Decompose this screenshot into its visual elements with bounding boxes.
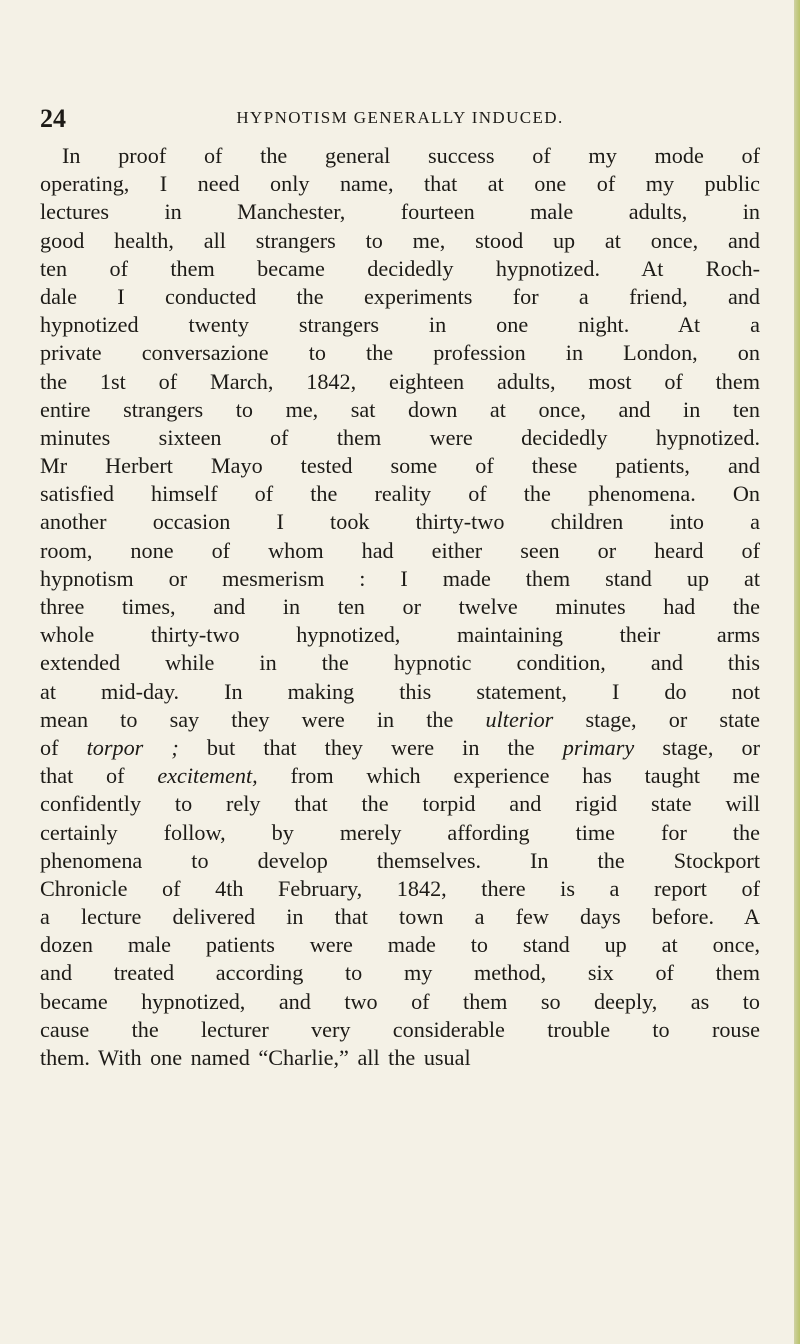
italic-term: primary (562, 734, 635, 760)
text-run: stage, or state (585, 706, 761, 732)
text-line: In proof of the general success of my mode of (62, 143, 760, 168)
italic-term: torpor ; (86, 734, 179, 760)
text-run: mean to say they were in the (40, 706, 454, 732)
text-run: but that they were in the (206, 734, 535, 760)
text-line: room, none of whom had either seen or heard of (40, 537, 760, 563)
text-line: dozen male patients were made to stand up at once, (40, 932, 760, 958)
text-run: that of (40, 763, 125, 789)
text-line: three times, and in ten or twelve minutes had the (40, 594, 760, 619)
text-line: phenomena to develop themselves. In the Stockport (40, 847, 760, 873)
text-line: good health, all strangers to me, stood up at once, and (40, 227, 760, 253)
text-line: Mr Herbert Mayo tested some of these patients, and (40, 453, 760, 479)
text-line: satisfied himself of the reality of the phenomena. On (40, 481, 760, 507)
text-line (40, 734, 760, 762)
text-line: lectures in Manchester, fourteen male adults, in (40, 199, 760, 225)
text-line: whole thirty-two hypnotized, maintaining their arms (40, 622, 760, 648)
text-line: cause the lecturer very considerable trouble to rouse (40, 1016, 760, 1042)
text-line: them. With one named “Charlie,” all the usual (40, 1045, 471, 1070)
text-line: dale I conducted the experiments for a friend, and (40, 283, 760, 309)
text-line: operating, I need only name, that at one of my public (40, 171, 760, 197)
text-line (40, 762, 760, 790)
text-line: the 1st of March, 1842, eighteen adults, most of them (40, 368, 760, 394)
text-line: another occasion I took thirty-two children into a (40, 509, 760, 535)
text-line: extended while in the hypnotic condition, and this (40, 650, 760, 676)
running-title: HYPNOTISM GENERALLY INDUCED. (236, 108, 564, 127)
text-line: minutes sixteen of them were decidedly hypnotized. (40, 424, 760, 450)
text-line: certainly follow, by merely affording time for the (40, 819, 760, 845)
text-line: and treated according to my method, six of them (40, 960, 760, 986)
text-line: ten of them became decidedly hypnotized. At Roch- (40, 255, 760, 281)
text-run: stage, or (662, 734, 761, 760)
page-edge (794, 0, 800, 1344)
text-line: hypnotized twenty strangers in one night. At a (40, 312, 760, 338)
text-line: confidently to rely that the torpid and rigid state will (40, 791, 760, 817)
text-run: of (40, 734, 59, 760)
text-line (40, 706, 760, 734)
text-line: private conversazione to the profession in London, on (40, 340, 760, 366)
italic-term: excitement, (157, 763, 258, 789)
body-paragraph (40, 142, 760, 1072)
page-number: 24 (40, 104, 66, 133)
text-line: became hypnotized, and two of them so deeply, as to (40, 988, 760, 1014)
italic-term: ulterior (485, 706, 554, 732)
text-line: hypnotism or mesmerism : I made them stand up at (40, 565, 760, 591)
running-head (40, 104, 760, 132)
text-line: a lecture delivered in that town a few days before. A (40, 904, 760, 930)
text-line: entire strangers to me, sat down at once, and in ten (40, 396, 760, 422)
text-line: at mid-day. In making this statement, I do not (40, 678, 760, 704)
text-line: Chronicle of 4th February, 1842, there is a report of (40, 875, 760, 901)
text-run: from which experience has taught me (290, 763, 760, 789)
